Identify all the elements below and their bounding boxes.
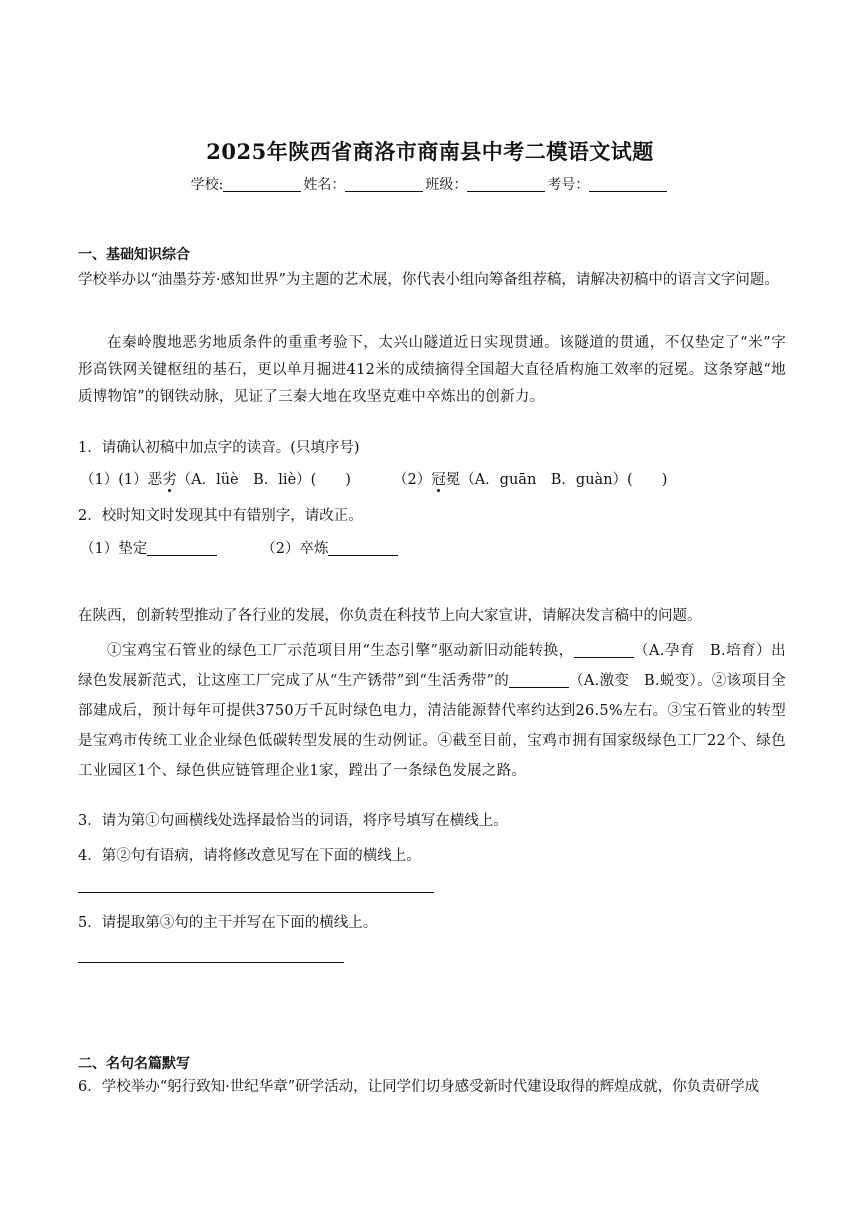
section1-intro-2: 在陕西，创新转型推动了各行业的发展，你负责在科技节上向大家宣讲，请解决发言稿中的问题。 [78, 608, 702, 624]
q1-a-dotted-char: 劣 [162, 472, 177, 488]
section-heading-1: 一、基础知识综合 [78, 247, 190, 263]
q2-a-label: （1）垫定 [80, 541, 148, 557]
q2-b-label: （2）卒炼 [261, 541, 329, 557]
passage-2 [78, 636, 786, 786]
question-6: 6．学校举办“躬行致知·世纪华章”研学活动，让同学们切身感受新时代建设取得的辉煌成就，你负责研学成 [78, 1079, 760, 1095]
question-5: 5．请提取第③句的主干并写在下面的横线上。 [78, 915, 378, 931]
question-2: 2．校时知文时发现其中有错别字，请改正。 [78, 508, 363, 524]
section-heading-2: 二、名句名篇默写 [78, 1056, 190, 1072]
class-label: 班级： [425, 177, 468, 193]
question-3: 3．请为第①句画横线处选择最恰当的词语，将序号填写在横线上。 [78, 813, 508, 829]
class-blank[interactable] [467, 177, 545, 192]
passage-2-opt1: （A.孕育 B.培育）出绿色发展新范式，让这座工厂完成了从“生产锈带”到“生活秀带”的 [78, 643, 786, 689]
passage-2-opt2: （A.激变 B.蜕变）。②该项目全部建成后，预计每年可提供3750万千瓦时绿色电力，清洁能源替代率约达到26.5%左右。③宝石管业的转型是宝鸡市传统工业企业绿色低碳转型发展的生动例证。④截至目前，宝鸡市拥有国家级绿色工厂22个、绿色工业园区1个、绿色供应链管理企业1家，蹚出了一条绿色发展之路。 [78, 673, 787, 779]
question-4-answer-line[interactable] [78, 892, 434, 893]
question-5-answer-line[interactable] [78, 962, 344, 963]
q1-b-rest: 冕（A．guān B．guàn）( ) [445, 472, 668, 488]
name-label: 姓名： [303, 177, 346, 193]
passage-2-blank-2[interactable] [509, 673, 569, 688]
question-2-items [80, 538, 398, 560]
section1-intro: 学校举办以“油墨芬芳·感知世界”为主题的艺术展，你代表小组向筹备组荐稿，请解决初稿中的语言文字问题。 [78, 272, 779, 288]
school-label: 学校: [190, 177, 224, 193]
q1-a-prefix: （1）(1）恶 [80, 472, 163, 488]
number-label: 考号： [547, 177, 590, 193]
passage-1: 在秦岭腹地恶劣地质条件的重重考验下，太兴山隧道近日实现贯通。该隧道的贯通，不仅垫定了“米”字形高铁网关键枢纽的基石，更以单月掘进412米的成绩摘得全国超大直径盾构施工效率的冠冕。这条穿越“地质博物馆”的钢铁动脉，见证了三秦大地在攻坚克难中卒炼出的创新力。 [78, 335, 786, 405]
q2-b-blank[interactable] [328, 541, 398, 556]
question-1: 1．请确认初稿中加点字的读音。(只填序号) [78, 440, 360, 456]
q1-b-prefix: （2） [392, 472, 432, 488]
q2-a-blank[interactable] [147, 541, 217, 556]
q1-b-dotted-char: 冠 [431, 472, 446, 488]
q1-a-options: （A．lüè B．liè）( ) [176, 472, 351, 488]
school-blank[interactable] [223, 177, 301, 192]
question-1-options [80, 469, 667, 491]
passage-2-blank-1[interactable] [574, 643, 634, 658]
page-title: 2025年陕西省商洛市商南县中考二模语文试题 [206, 139, 654, 164]
name-blank[interactable] [345, 177, 423, 192]
student-info-row [0, 174, 860, 194]
passage-2-part1: ①宝鸡宝石管业的绿色工厂示范项目用“生态引擎”驱动新旧动能转换， [107, 643, 574, 659]
number-blank[interactable] [589, 177, 667, 192]
question-4: 4．第②句有语病，请将修改意见写在下面的横线上。 [78, 848, 421, 864]
